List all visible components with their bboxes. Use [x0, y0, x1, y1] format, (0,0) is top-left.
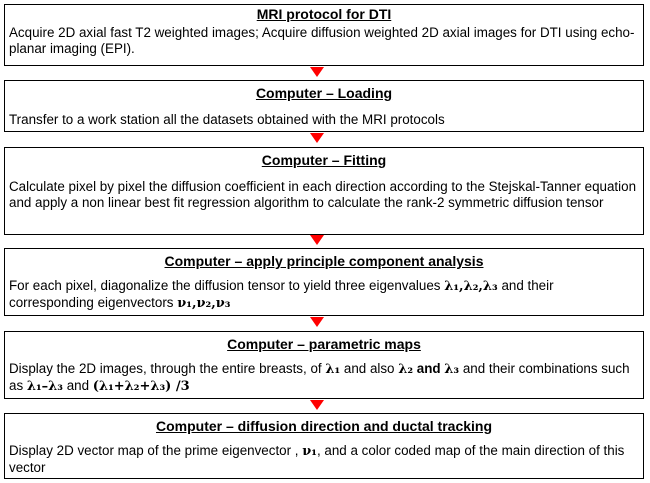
step-title: Computer – parametric maps	[227, 336, 421, 352]
text-fragment: For each pixel, diagonalize the diffusion tensor to yield three eigenvalues	[9, 278, 441, 293]
step-parametric-maps	[4, 331, 644, 399]
lambda-mean: (λ₁+λ₂+λ₃) /3	[92, 379, 190, 394]
step-description	[5, 361, 643, 395]
step-title: Computer – apply principle component analysis	[164, 253, 484, 269]
step-title: MRI protocol for DTI	[256, 6, 392, 22]
text-fragment: Display the 2D images, through the entire breasts, of	[9, 361, 326, 376]
step-computer-fitting	[4, 147, 644, 235]
flow-arrow-5	[310, 400, 324, 410]
lambda-3: λ₃	[444, 362, 460, 377]
eigenvector-1: ν₁	[302, 444, 317, 459]
step-title: Computer – diffusion direction and ductal tracking	[155, 418, 493, 434]
text-fragment: , and a color coded map of the main direction of this vector	[9, 443, 625, 475]
step-description: Calculate pixel by pixel the diffusion coefficient in each direction according to the Stejskal-Tanner equation and apply a non linear best fit regression algorithm to calculate the rank-2 symmetric diffusion tensor	[9, 179, 637, 210]
step-description: Acquire 2D axial fast T2 weighted images; Acquire diffusion weighted 2D axial images for DTI using echo-planar imaging (EPI).	[9, 25, 635, 56]
eigenvectors-symbols: ν₁,ν₂,ν₃	[177, 296, 231, 311]
step-description	[5, 278, 643, 312]
step-title: Computer – Fitting	[261, 152, 387, 168]
flow-arrow-4	[310, 317, 324, 327]
text-fragment: and also	[340, 361, 399, 376]
step-diffusion-direction-tracking	[4, 413, 644, 479]
lambda-2: λ₂	[398, 362, 414, 377]
text-fragment: and their corresponding eigenvectors	[9, 278, 554, 310]
text-fragment: and their combinations such as	[9, 361, 630, 393]
text-fragment: and	[413, 361, 445, 376]
step-principal-component-analysis	[4, 248, 644, 316]
step-mri-protocol	[4, 4, 644, 66]
step-title: Computer – Loading	[255, 85, 393, 101]
flow-arrow-2	[310, 133, 324, 143]
text-fragment: and	[63, 378, 93, 393]
step-computer-loading	[4, 80, 644, 132]
step-description: Transfer to a work station all the datasets obtained with the MRI protocols	[9, 112, 445, 127]
lambda-difference: λ₁–λ₃	[26, 379, 63, 394]
flow-arrow-1	[310, 67, 324, 77]
flow-arrow-3	[310, 235, 324, 245]
text-fragment: Display 2D vector map of the prime eigenvector ,	[9, 443, 303, 458]
step-description	[5, 443, 643, 476]
lambda-1: λ₁	[325, 362, 341, 377]
eigenvalues-symbols: λ₁,λ₂,λ₃	[444, 279, 498, 294]
